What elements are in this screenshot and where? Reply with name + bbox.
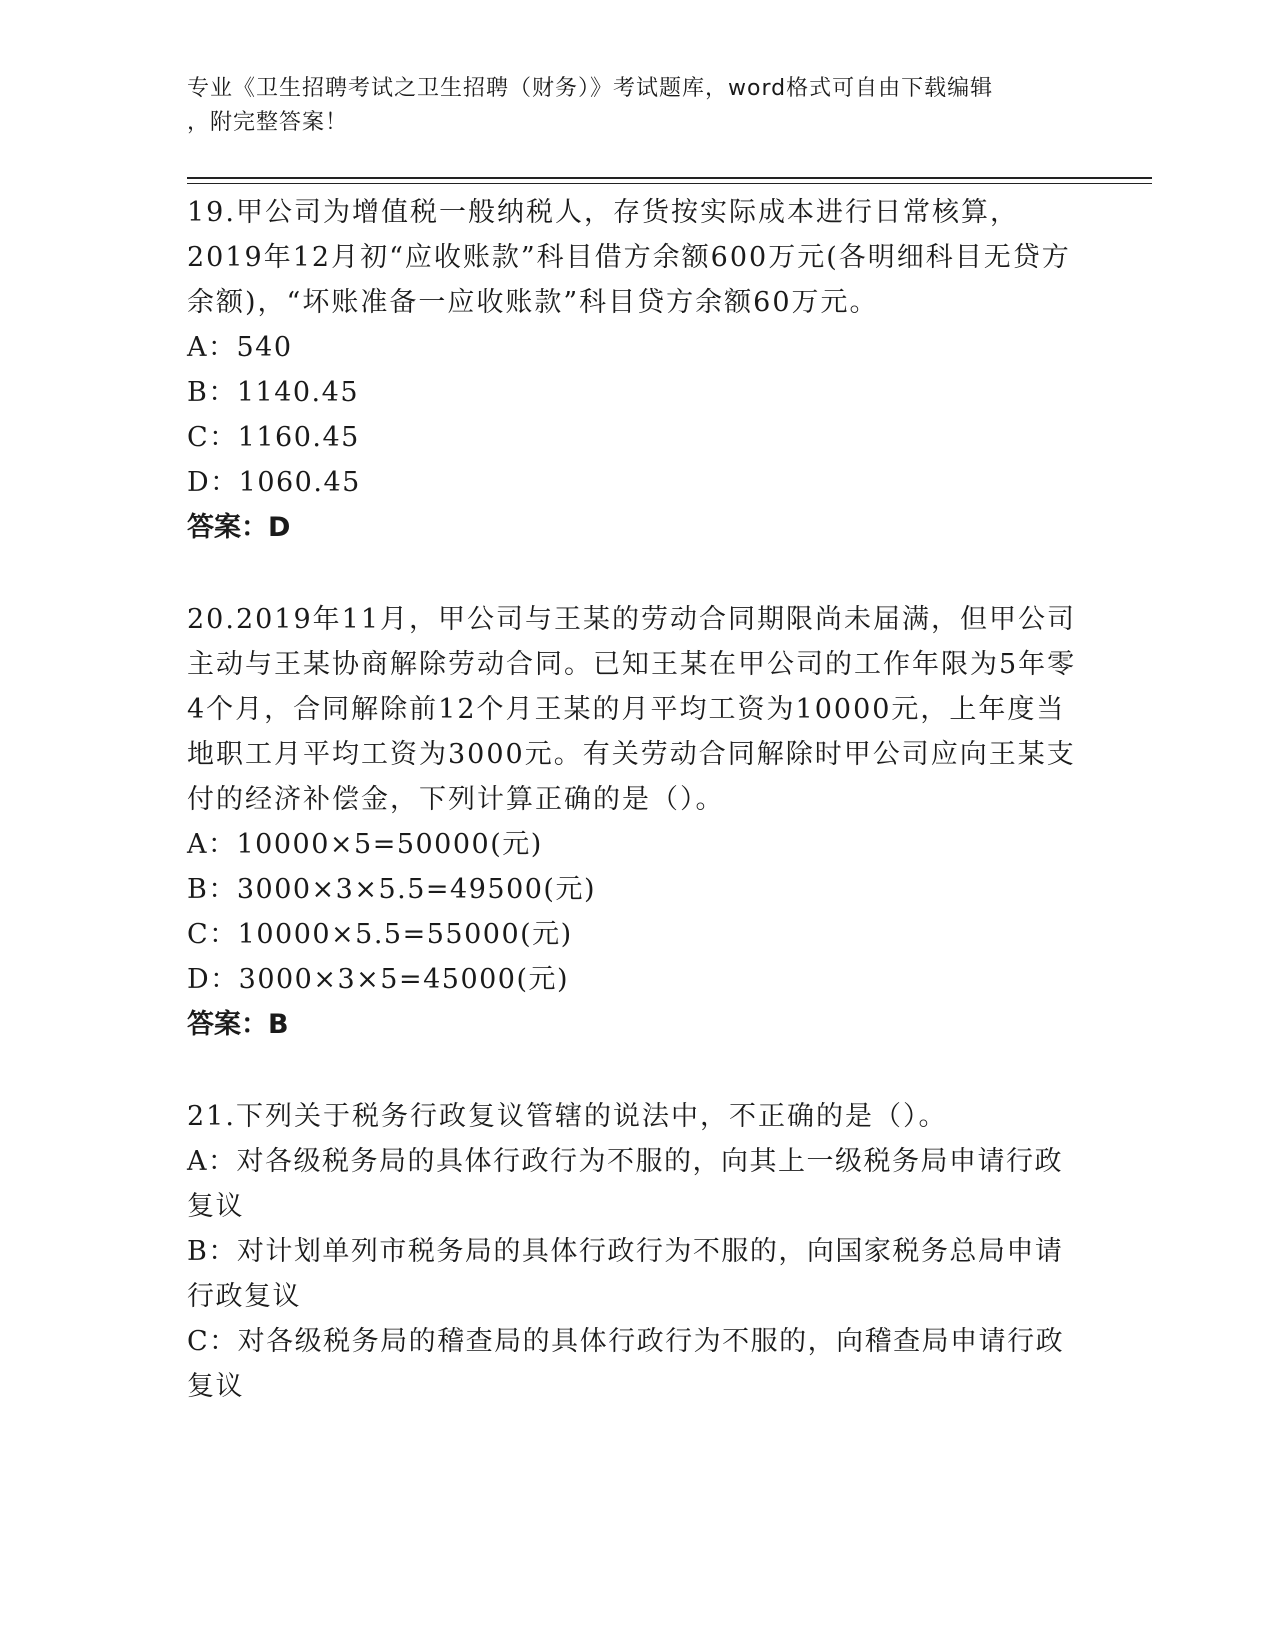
answer-text: 答案：B: [187, 1009, 289, 1040]
header-divider-thin: [187, 183, 1152, 184]
option-a: A：对各级税务局的具体行政行为不服的，向其上一级税务局申请行政复议: [187, 1146, 1063, 1222]
option-d: D：1060.45: [187, 467, 361, 498]
option-a: A：10000×5=50000(元): [187, 829, 543, 860]
answer-text: 答案：D: [187, 512, 291, 543]
question-list: [187, 190, 1087, 1456]
question-stem: 20.2019年11月，甲公司与王某的劳动合同期限尚未届满，但甲公司主动与王某协商解除劳动合同。已知王某在甲公司的工作年限为5年零4个月，合同解除前12个月王某的月平均工资为10000元，上年度当地职工月平均工资为3000元。有关劳动合同解除时甲公司应向王某支付的经济补偿金，下列计算正确的是（）。: [187, 604, 1077, 815]
option-c: C：10000×5.5=55000(元): [187, 919, 573, 950]
question-21: [187, 1094, 1087, 1409]
option-d: D：3000×3×5=45000(元): [187, 964, 570, 995]
question-stem: 19.甲公司为增值税一般纳税人，存货按实际成本进行日常核算，2019年12月初“应收账款”科目借方余额600万元(各明细科目无贷方余额)，“坏账准备一应收账款”科目贷方余额60万元。: [187, 197, 1071, 318]
header-divider-thick: [187, 177, 1152, 179]
question-stem: 21.下列关于税务行政复议管辖的说法中，不正确的是（）。: [187, 1101, 948, 1132]
question-19: [187, 190, 1087, 550]
option-b: B：3000×3×5.5=49500(元): [187, 874, 596, 905]
document-header: [187, 72, 1067, 140]
option-b: B：对计划单列市税务局的具体行政行为不服的，向国家税务总局申请行政复议: [187, 1236, 1064, 1312]
header-line-1: 专业《卫生招聘考试之卫生招聘（财务）》考试题库，word格式可自由下载编辑: [187, 76, 994, 101]
question-20: [187, 597, 1087, 1047]
option-c: C：对各级税务局的稽查局的具体行政行为不服的，向稽查局申请行政复议: [187, 1326, 1065, 1402]
option-b: B：1140.45: [187, 377, 359, 408]
header-line-2: ，附完整答案！: [187, 110, 349, 135]
option-c: C：1160.45: [187, 422, 360, 453]
option-a: A：540: [187, 332, 293, 363]
